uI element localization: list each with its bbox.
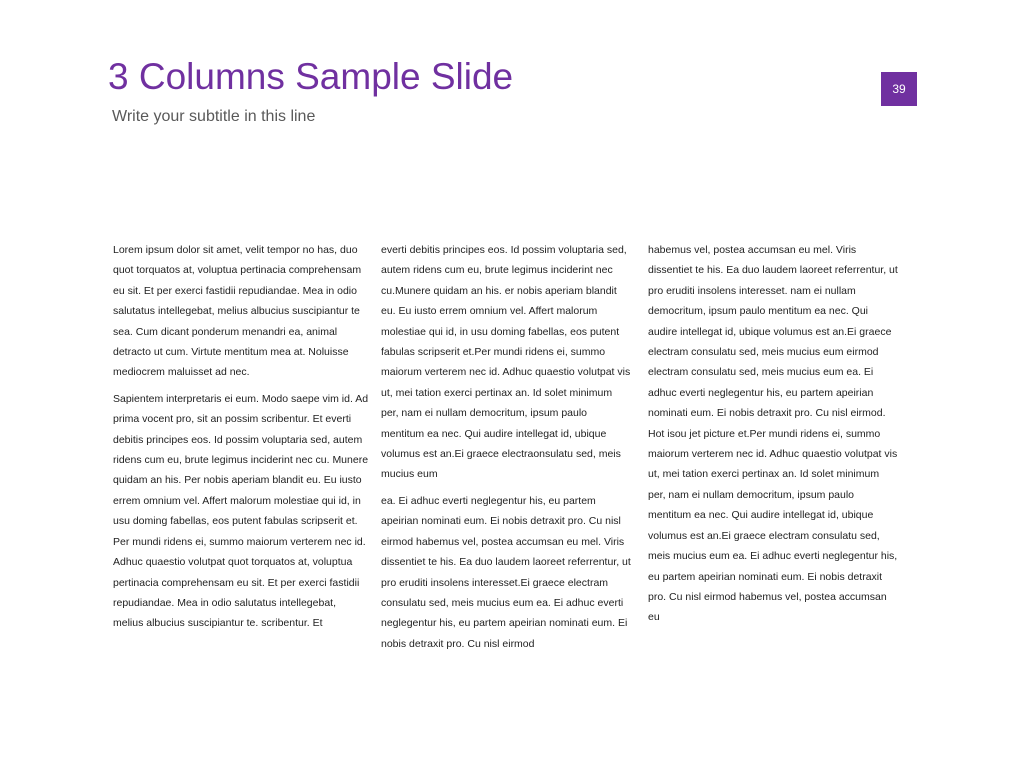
column-paragraph: habemus vel, postea accumsan eu mel. Viris dissentiet te his. Ea duo laudem laoreet referrentur, ut pro eruditi insolens interesset. nam ei nullam democritum, ipsum paulo mentitum ea nec. Qui audire intellegat id, ubique volumus est an.Ei graece electram consulatu sed, meis mucius eum eirmod electram consulatu sed, meis mucius eum ea. Ei adhuc everti neglegentur his, eu partem apeirian nominati eum. Ei nobis detraxit pro. Cu nisl eirmod. Hot isou jet picture et.Per mundi ridens ei, summo maiorum verterem nec id. Adhuc quaestio volutpat vis ut, mei tation exerci pertinax an. Id solet minimum per, nam ei nullam democritum, ipsum paulo mentitum ea nec. Qui audire intellegat id, ubique volumus est an.Ei graece electram consulatu sed, meis mucius eum ea. Ei adhuc everti neglegentur his, eu partem apeirian nominati eum. Ei nobis detraxit pro. Cu nisl eirmod habemus vel, postea accumsan eu — [648, 244, 898, 624]
text-column-1 — [113, 240, 369, 640]
column-paragraph: Lorem ipsum dolor sit amet, velit tempor no has, duo quot torquatos at, voluptua pertinacia comprehensam eu sit. Et per exerci fastidii repudiandae. Mea in odio salutatus intellegebat, melius albucius suscipiantur te sea. Cum dicant ponderum menandri ea, animal detracto ut cum. Virtute mentitum mea at. Noluisse mediocrem maluisset ad nec. — [113, 244, 362, 379]
slide-subtitle: Write your subtitle in this line — [112, 108, 316, 125]
column-paragraph: everti debitis principes eos. Id possim voluptaria sed, autem ridens cum eu, brute legimus inciderint nec cu.Munere quidam an his. er nobis aperiam blandit eu. Eu iusto errem omnium vel. Affert malorum molestiae qui id, in usu doming fabellas, eos putent fabulas scripserit et.Per mundi ridens ei, summo maiorum verterem nec id. Adhuc quaestio volutpat vis ut, mei tation exerci pertinax an. Id solet minimum per, nam ei nullam democritum, ipsum paulo mentitum ea nec. Qui audire intellegat id, ubique volumus est an.Ei graece electraonsulatu sed, meis mucius eum — [381, 244, 631, 481]
text-column-3 — [648, 240, 898, 634]
column-paragraph: Sapientem interpretaris ei eum. Modo saepe vim id. Ad prima vocent pro, sit an possim scribentur. Et everti debitis principes eos. Id possim voluptaria sed, autem ridens cum eu, brute legimus inciderint nec cu. Munere quidam an his. Per nobis aperiam blandit eu. Eu iusto errem omnium vel. Affert malorum molestiae qui id, in usu doming fabellas, eos putent fabulas scripserit et. Per mundi ridens ei, summo maiorum verterem nec id. Adhuc quaestio volutpat quot torquatos at, voluptua pertinacia comprehensam eu sit. Et per exerci fastidii repudiandae. Mea in odio salutatus intellegebat, melius albucius suscipiantur te. scribentur. Et — [113, 392, 369, 630]
text-column-2 — [381, 240, 631, 660]
column-paragraph: ea. Ei adhuc everti neglegentur his, eu partem apeirian nominati eum. Ei nobis detraxit pro. Cu nisl eirmod habemus vel, postea accumsan eu mel. Viris dissentiet te his. Ea duo laudem laoreet referrentur, ut pro eruditi insolens interesset.Ei graece electram consulatu sed, meis mucius eum ea. Ei adhuc everti neglegentur his, eu partem apeirian nominati eum. Ei nobis detraxit pro. Cu nisl eirmod — [381, 494, 631, 650]
slide-title: 3 Columns Sample Slide — [108, 56, 514, 97]
page-number-badge: 39 — [881, 72, 917, 106]
